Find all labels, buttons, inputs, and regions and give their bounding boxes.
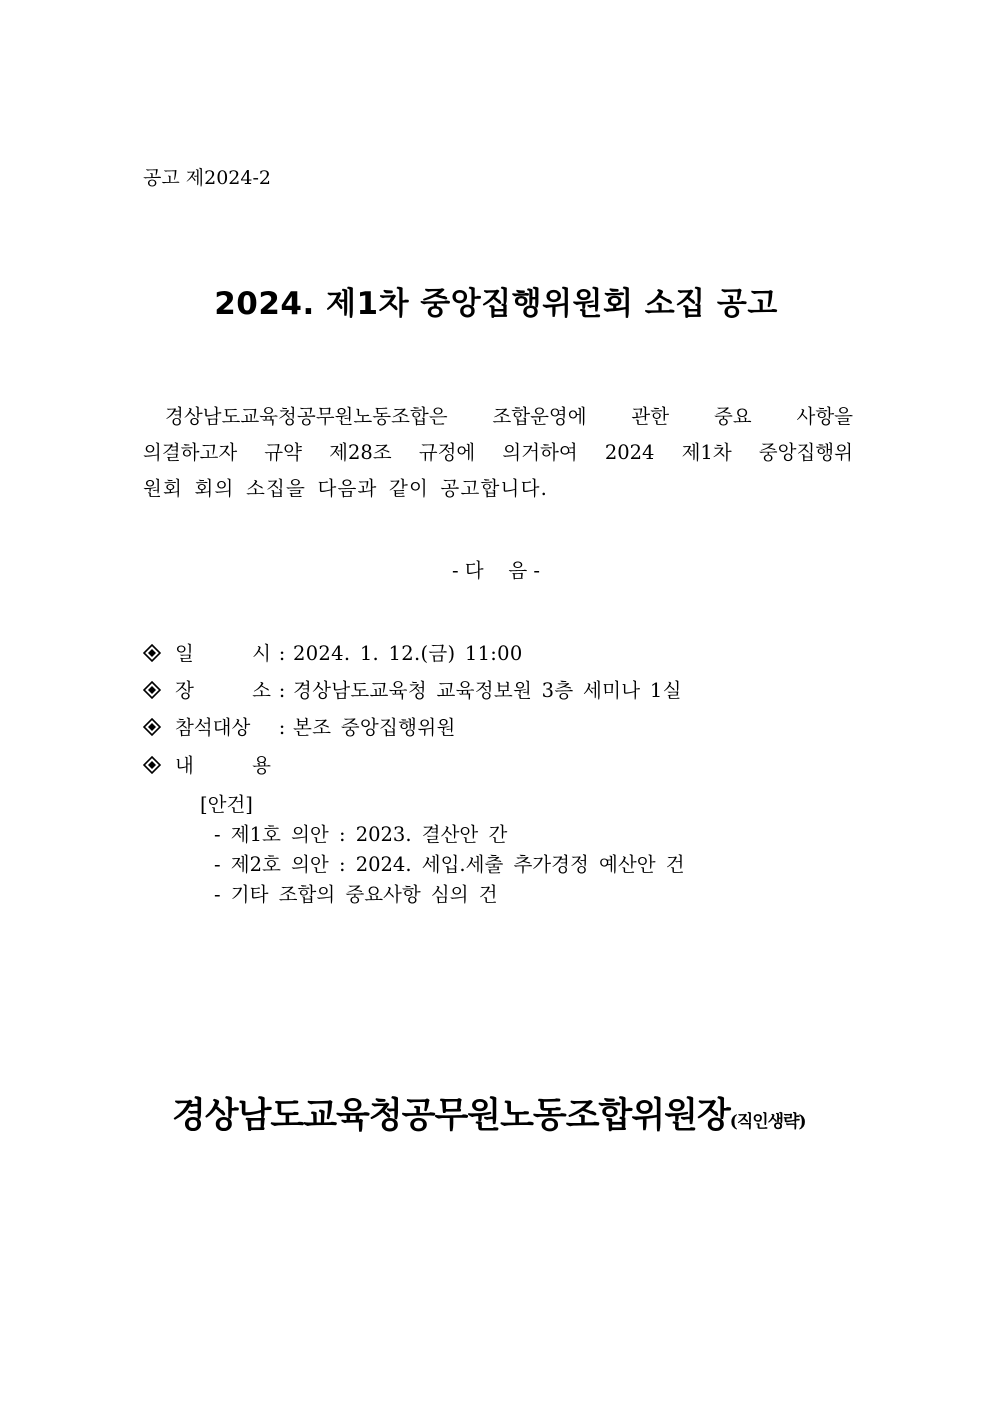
item-label: 일 시 xyxy=(175,642,271,665)
intro-line-3: 원회 회의 소집을 다음과 같이 공고합니다. xyxy=(143,477,549,500)
item-colon: : xyxy=(278,716,286,739)
item-colon: : xyxy=(278,679,286,702)
item-attendees xyxy=(143,712,456,740)
item-colon: : xyxy=(278,642,286,665)
item-value: 2024. 1. 12.(금) 11:00 xyxy=(293,642,523,665)
item-value: 본조 중앙집행위원 xyxy=(293,716,456,739)
signature-name: 경상남도교육청공무원노동조합위원장 xyxy=(172,1095,730,1136)
document-title: 2024. 제1차 중앙집행위원회 소집 공고 xyxy=(214,286,778,322)
diamond-bullet-icon xyxy=(143,681,161,699)
intro-line-2: 의결하고자 규약 제28조 규정에 의거하여 2024 제1차 중앙집행위 xyxy=(143,441,853,464)
diamond-bullet-icon xyxy=(143,644,161,662)
item-label: 장 소 xyxy=(175,679,271,702)
agenda-item: - 제1호 의안 : 2023. 결산안 간 xyxy=(214,823,508,846)
notice-number: 공고 제2024-2 xyxy=(143,167,271,189)
diamond-bullet-icon xyxy=(143,718,161,736)
item-location xyxy=(143,675,682,703)
item-datetime xyxy=(143,638,523,666)
following-label: - 다 음 - xyxy=(451,559,541,582)
diamond-bullet-icon xyxy=(143,756,161,774)
item-label: 내 용 xyxy=(175,754,271,777)
item-contents xyxy=(143,750,271,778)
agenda-header: [안건] xyxy=(200,793,253,816)
signature xyxy=(172,1088,806,1138)
item-value: 경상남도교육청 교육정보원 3층 세미나 1실 xyxy=(293,679,682,702)
agenda-item: - 기타 조합의 중요사항 심의 건 xyxy=(214,883,498,906)
seal-omitted-note: (직인생략) xyxy=(729,1112,806,1132)
item-label: 참석대상 xyxy=(175,716,251,739)
intro-line-1: 경상남도교육청공무원노동조합은 조합운영에 관한 중요 사항을 xyxy=(165,405,853,428)
agenda-item: - 제2호 의안 : 2024. 세입.세출 추가경정 예산안 건 xyxy=(214,853,685,876)
